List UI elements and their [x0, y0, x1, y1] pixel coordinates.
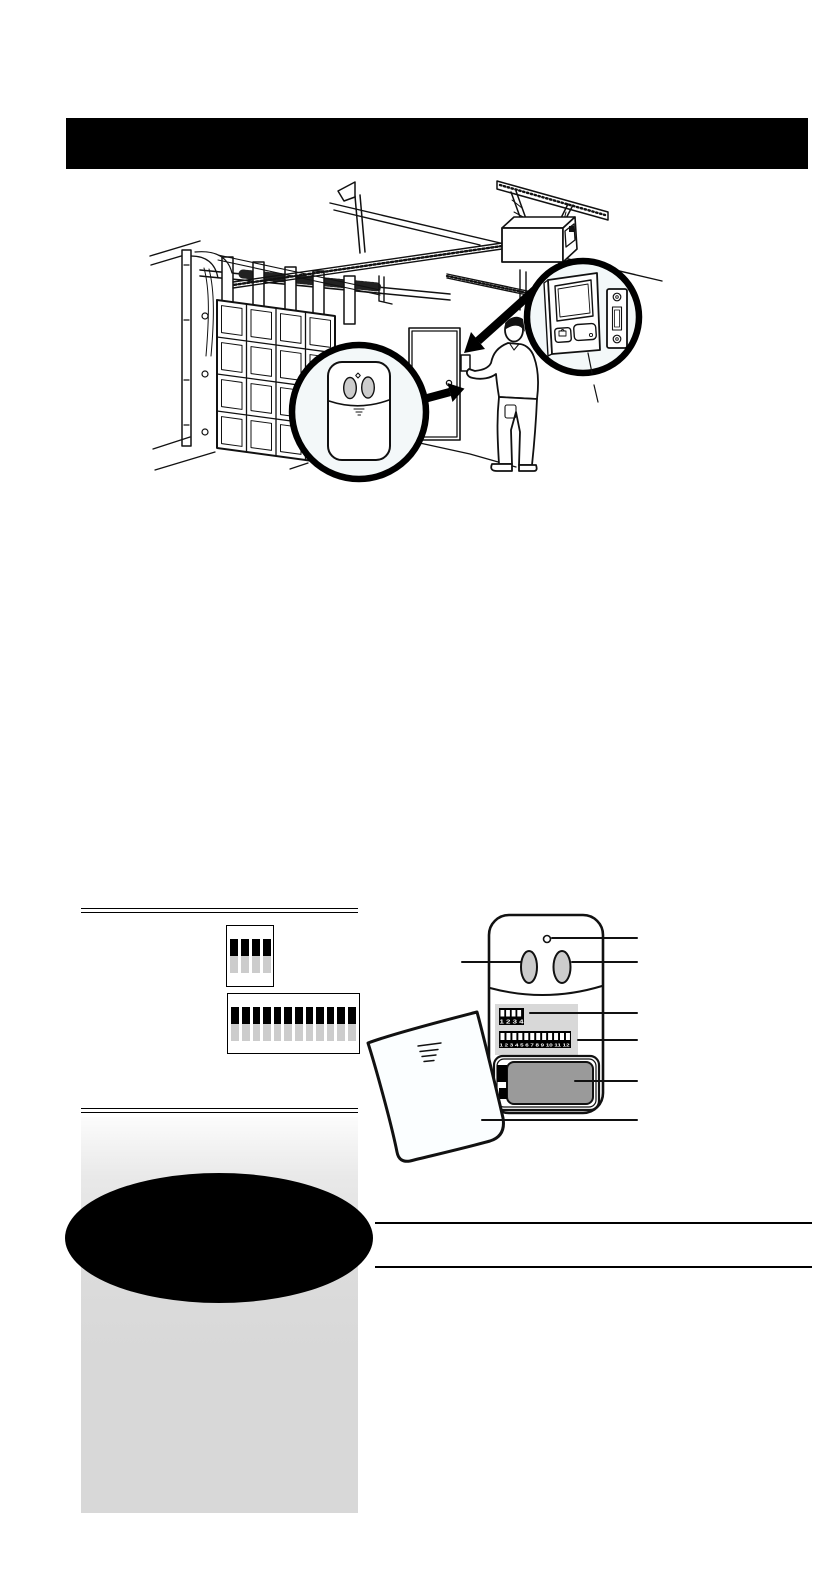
console-push-button — [573, 323, 596, 340]
battery-compartment — [494, 1056, 599, 1110]
dip-switch — [252, 939, 260, 973]
title-banner — [66, 118, 808, 169]
dip-switch — [230, 939, 238, 973]
remote-button-left — [521, 951, 537, 983]
dip-switch — [295, 1007, 303, 1041]
door-hinges — [202, 313, 208, 435]
redacted-ellipse — [65, 1173, 373, 1303]
dip-switch — [306, 1007, 314, 1041]
dip-switch — [241, 939, 249, 973]
remote-led — [544, 936, 551, 943]
garage-illustration — [148, 170, 665, 510]
battery — [507, 1062, 593, 1104]
dip-switch — [253, 1007, 261, 1041]
dip-switch — [263, 1007, 271, 1041]
remote-button-right — [362, 377, 375, 398]
console-closeup-circle — [527, 261, 639, 373]
dip-switch — [327, 1007, 335, 1041]
writing-line-2 — [375, 1266, 812, 1268]
dip-switch-diagram-4 — [226, 925, 274, 987]
dip-switch — [231, 1007, 239, 1041]
dip-switch — [242, 1007, 250, 1041]
dip-switch — [316, 1007, 324, 1041]
code-switch-panel — [495, 1004, 578, 1055]
remote-closeup-circle — [292, 345, 426, 479]
dip-switch — [274, 1007, 282, 1041]
dip-switch — [263, 939, 271, 973]
dip-bank-4-numbers: 1 2 3 4 — [499, 1019, 524, 1026]
writing-line-1 — [375, 1222, 812, 1224]
dip-switch — [337, 1007, 345, 1041]
section-rule-bottom — [81, 1108, 358, 1113]
remote-button-right — [554, 951, 571, 983]
dip-bank-12-numbers: 1 2 3 4 5 6 7 8 9 10 11 12 — [499, 1042, 571, 1048]
dip-switch — [284, 1007, 292, 1041]
visor-note — [368, 1012, 503, 1161]
remote-parts-diagram — [350, 900, 838, 1174]
remote-button-left — [344, 378, 357, 399]
dip-switch-diagram-12 — [227, 993, 360, 1054]
section-rule-top — [81, 908, 358, 913]
